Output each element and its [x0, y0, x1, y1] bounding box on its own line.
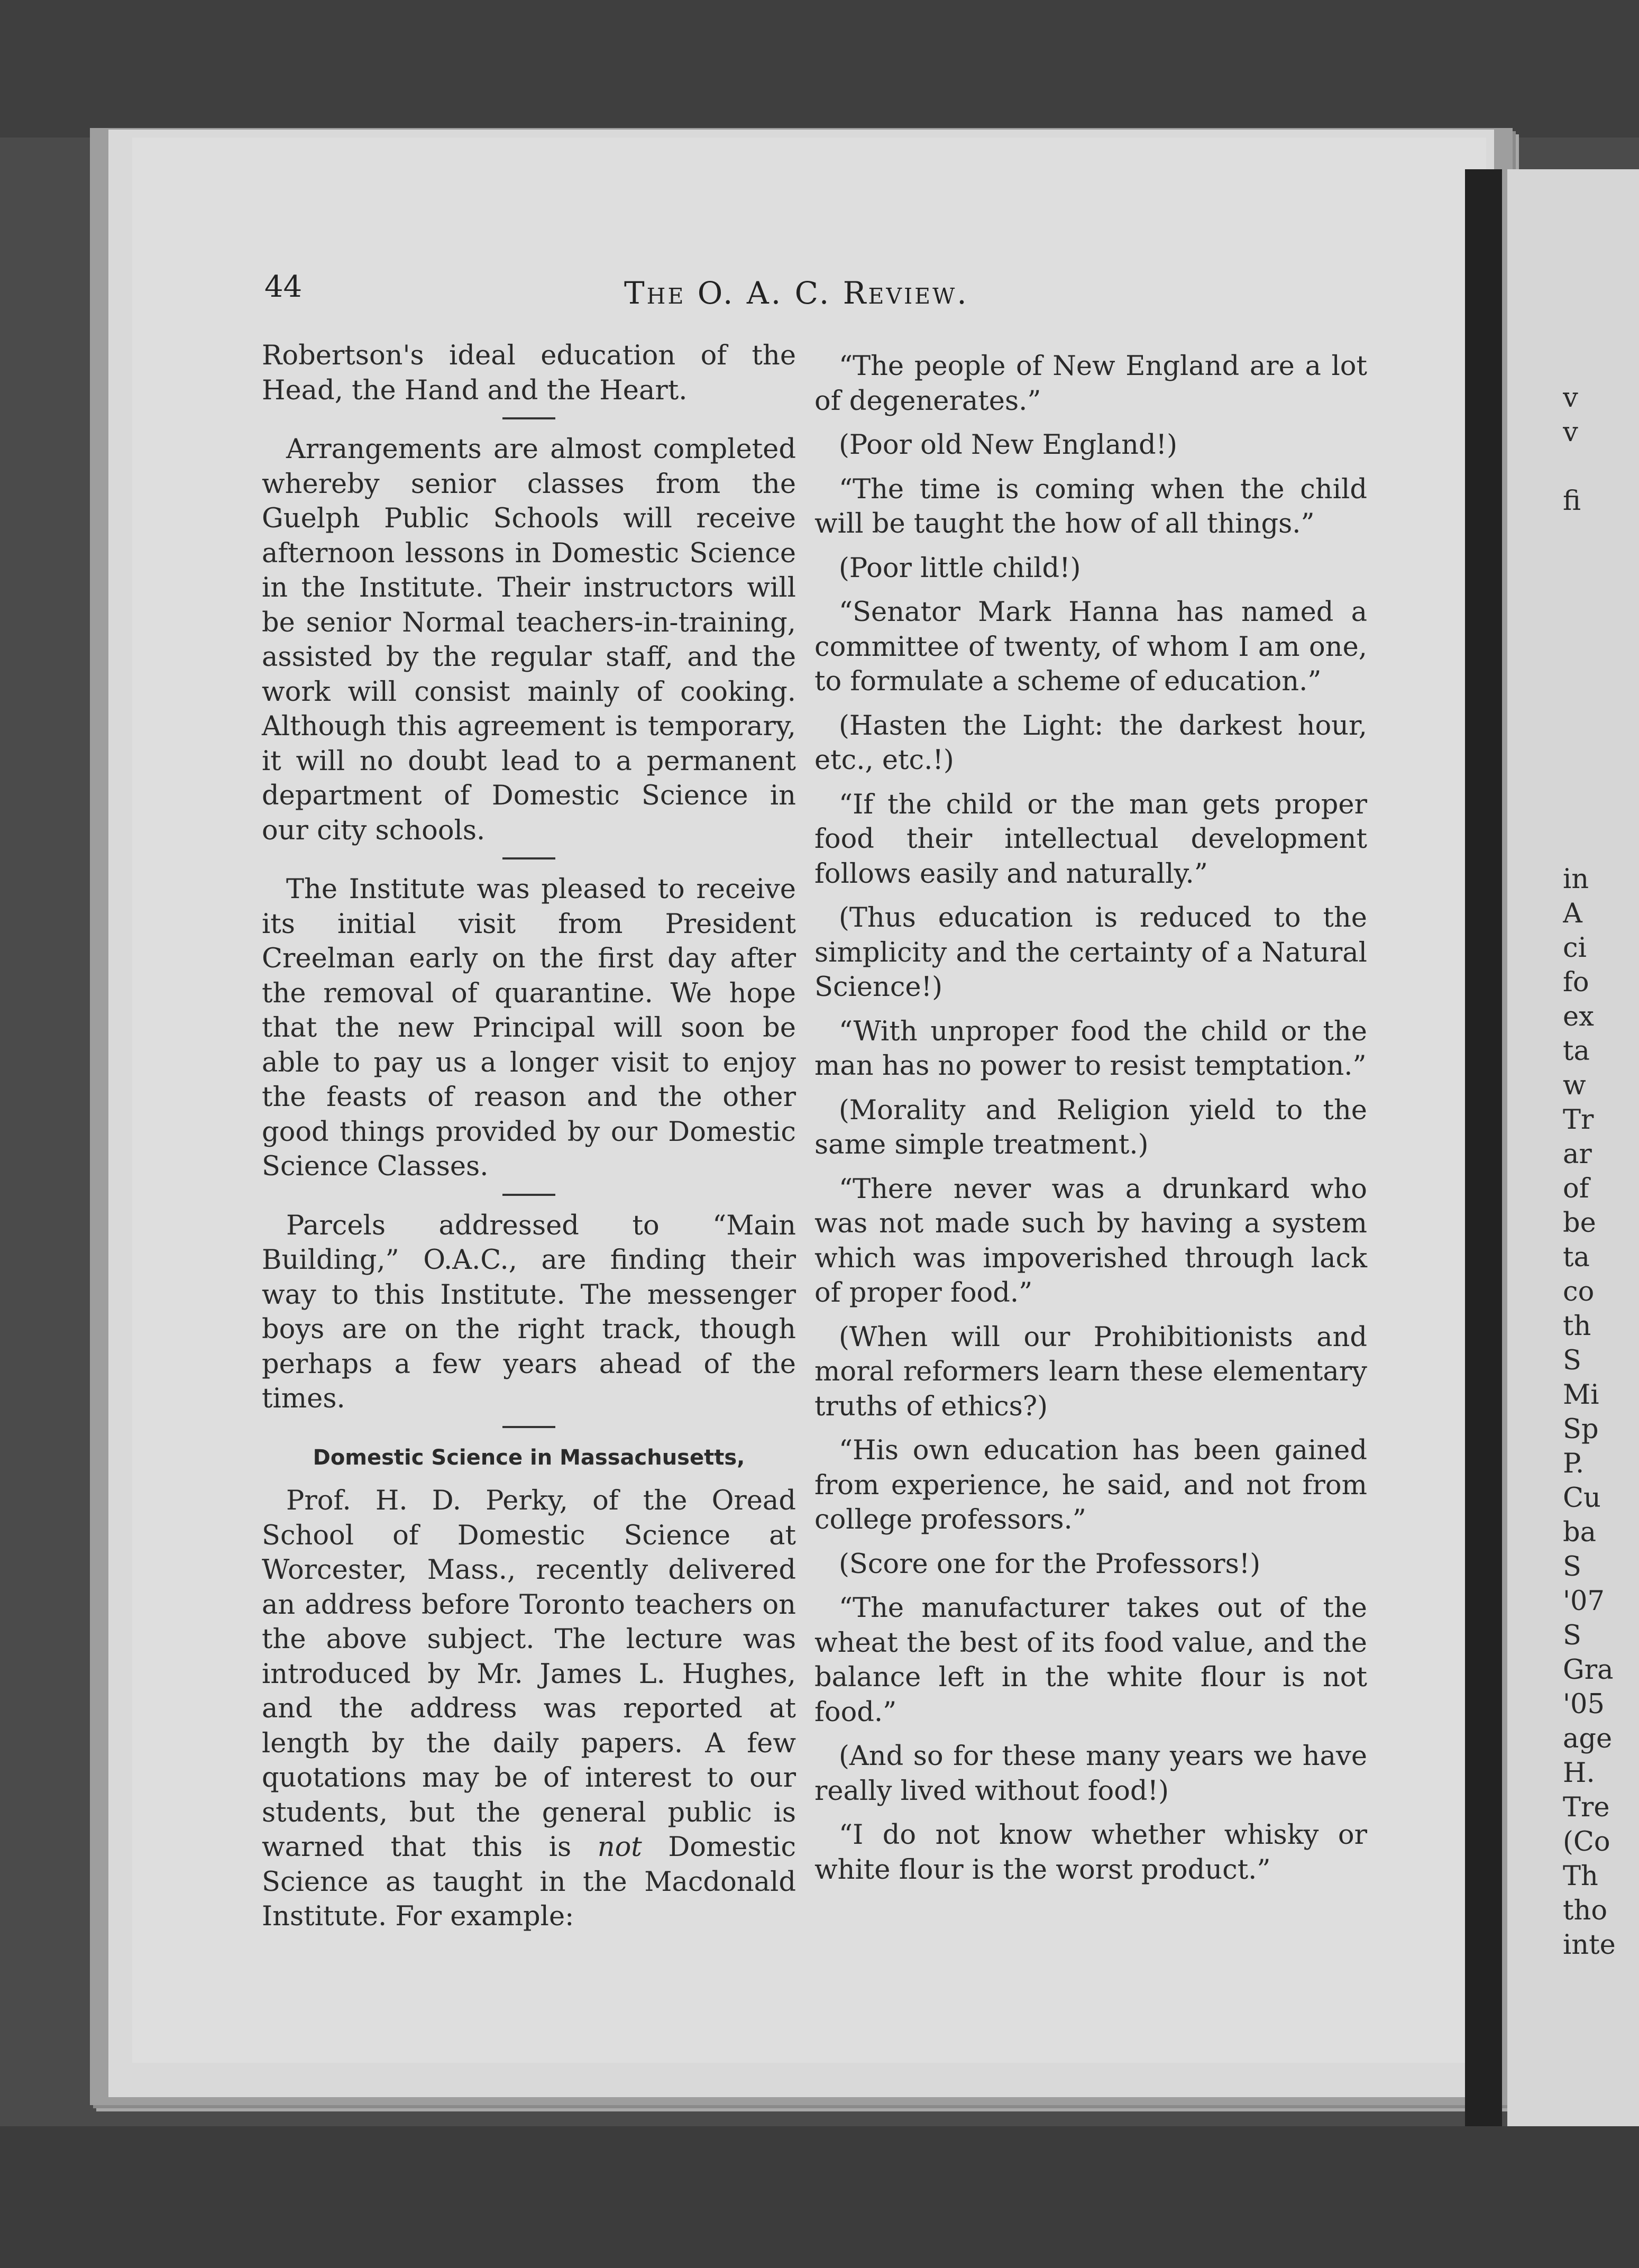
next-page-fragment — [1563, 828, 1639, 862]
section-rule — [502, 1194, 555, 1196]
next-page-fragment: A — [1563, 898, 1582, 929]
paragraph-text: Domestic Science as taught in the Macdonald Institute. For example: — [262, 1832, 796, 1932]
comment: (Score one for the Professors!) — [839, 1548, 1261, 1580]
next-page-fragment — [1563, 656, 1639, 690]
next-page-fragment: P. — [1563, 1448, 1585, 1479]
next-page-fragment: ex — [1563, 1001, 1594, 1032]
next-page-fragment: '05 — [1563, 1689, 1605, 1720]
paragraph: Robertson's ideal education of the Head, the Hand and the Heart. — [262, 340, 796, 406]
next-page-fragment: Tr — [1563, 1104, 1594, 1136]
next-page-fragment: Sp — [1563, 1414, 1599, 1445]
comment: (When will our Prohibitionists and moral reformers learn these elementary truths of ethics?) — [814, 1321, 1367, 1422]
section-subheading: Domestic Science in Massachusetts, — [313, 1445, 745, 1470]
next-page-fragment — [1563, 553, 1639, 587]
quotation: “I do not know whether whisky or white flour is the worst product.” — [814, 1819, 1367, 1886]
section-rule — [502, 417, 555, 419]
next-page-fragment — [1563, 690, 1639, 725]
comment: (Thus education is reduced to the simplicity and the certainty of a Natural Science!) — [814, 902, 1367, 1003]
paragraph: The Institute was pleased to receive its initial visit from President Creelman early on the first day after the removal of quarantine. We hope that the new Principal will soon be able to pay us a longer visit to enjoy the feasts of reason and the other good things provided by our Domestic Science Classes. — [262, 874, 796, 1182]
next-page-fragment: fo — [1563, 967, 1589, 998]
next-page-fragment — [1563, 518, 1639, 553]
next-page-fragment: S — [1563, 1551, 1581, 1583]
comment: (Poor little child!) — [839, 552, 1081, 584]
next-page-fragment: (Co — [1563, 1826, 1610, 1858]
next-page-text-fragments — [1563, 381, 1639, 1962]
running-head — [264, 264, 1005, 323]
next-page-fragment: of — [1563, 1173, 1589, 1204]
next-page-fragment: '07 — [1563, 1586, 1605, 1617]
scan-background-top — [0, 0, 1639, 138]
next-page-fragment: tho — [1563, 1895, 1608, 1926]
section-rule — [502, 1426, 555, 1428]
next-page-fragment — [1563, 621, 1639, 656]
next-page-fragment: Cu — [1563, 1483, 1601, 1514]
paragraph — [262, 1484, 796, 1934]
next-page-fragment — [1563, 725, 1639, 759]
emphasis-text: not — [597, 1832, 642, 1863]
quotation: “The people of New England are a lot of degenerates.” — [814, 351, 1367, 417]
quotation: “The time is coming when the child will be taught the how of all things.” — [814, 473, 1367, 539]
next-page-fragment: Th — [1563, 1861, 1598, 1892]
journal-title: The O. A. C. Review. — [624, 275, 969, 311]
left-column — [262, 339, 796, 1944]
next-page-fragment: age — [1563, 1723, 1613, 1754]
quotation: “Senator Mark Hanna has named a committee of twenty, of whom I am one, to formulate a scheme of education.” — [814, 597, 1367, 697]
next-page-fragment: w — [1563, 1070, 1586, 1101]
quotation: “There never was a drunkard who was not made such by having a system which was impoverished through lack of proper food.” — [814, 1173, 1367, 1309]
quotation: “If the child or the man gets proper food their intellectual development follows easily and naturally.” — [814, 789, 1367, 890]
book-gutter — [1465, 169, 1502, 2126]
next-page-fragment: Tre — [1563, 1792, 1610, 1823]
scan-background-bottom — [0, 2126, 1639, 2268]
right-column — [814, 349, 1367, 1897]
next-page-fragment: ci — [1563, 932, 1587, 964]
page-number: 44 — [264, 270, 303, 304]
next-page-fragment: ta — [1563, 1242, 1590, 1273]
section-rule — [502, 857, 555, 859]
next-page-fragment — [1563, 793, 1639, 828]
next-page-fragment — [1563, 759, 1639, 793]
next-page-fragment: ar — [1563, 1139, 1592, 1170]
quotation: “His own education has been gained from experience, he said, and not from college professors.” — [814, 1435, 1367, 1535]
quotation: “With unproper food the child or the man has no power to resist temptation.” — [814, 1016, 1367, 1082]
comment: (Morality and Religion yield to the same simple treatment.) — [814, 1094, 1367, 1160]
next-page-fragment: fi — [1563, 486, 1581, 517]
next-page-fragment: in — [1563, 864, 1589, 895]
quotation: “The manufacturer takes out of the wheat the best of its food value, and the balance left in the white flour is not food.” — [814, 1593, 1367, 1728]
next-page-fragment: Mi — [1563, 1379, 1599, 1411]
next-page-fragment: ta — [1563, 1036, 1590, 1067]
next-page-fragment: ba — [1563, 1517, 1597, 1548]
comment: (And so for these many years we have really lived without food!) — [814, 1741, 1367, 1807]
next-page-fragment — [1563, 450, 1639, 484]
next-page-fragment: H. — [1563, 1758, 1595, 1789]
comment: (Poor old New England!) — [839, 429, 1178, 461]
next-page-fragment: v — [1563, 382, 1578, 414]
paragraph: Arrangements are almost completed whereby senior classes from the Guelph Public Schools will receive afternoon lessons in Domestic Science in the Institute. Their instructors will be senior Normal teachers-in-training, assisted by the regular staff, and the work will consist mainly of cooking. Although this agreement is temporary, it will no doubt lead to a permanent department of Domestic Science in our city schools. — [262, 434, 796, 846]
next-page-fragment: Gra — [1563, 1654, 1614, 1686]
comment: (Hasten the Light: the darkest hour, etc., etc.!) — [814, 710, 1367, 776]
next-page-fragment: S — [1563, 1620, 1581, 1651]
next-page-fragment: v — [1563, 417, 1578, 448]
next-page-fragment: S — [1563, 1345, 1581, 1376]
next-page-fragment: th — [1563, 1311, 1591, 1342]
paragraph-text: Prof. H. D. Perky, of the Oread School of Domestic Science at Worcester, Mass., recently delivered an address before Toronto teachers on the above subject. The lecture was introduced by Mr. James L. Hughes, and the address was reported at length by the daily papers. A few quotations may be of interest to our students, but the general public is warned that this is — [262, 1485, 796, 1863]
paragraph: Parcels addressed to “Main Building,” O.A.C., are finding their way to this Institute. The messenger boys are on the right track, though perhaps a few years ahead of the times. — [262, 1210, 796, 1414]
next-page-fragment: co — [1563, 1276, 1595, 1307]
next-page-fragment — [1563, 587, 1639, 621]
next-page-fragment: inte — [1563, 1929, 1616, 1961]
next-page-fragment: be — [1563, 1208, 1596, 1239]
